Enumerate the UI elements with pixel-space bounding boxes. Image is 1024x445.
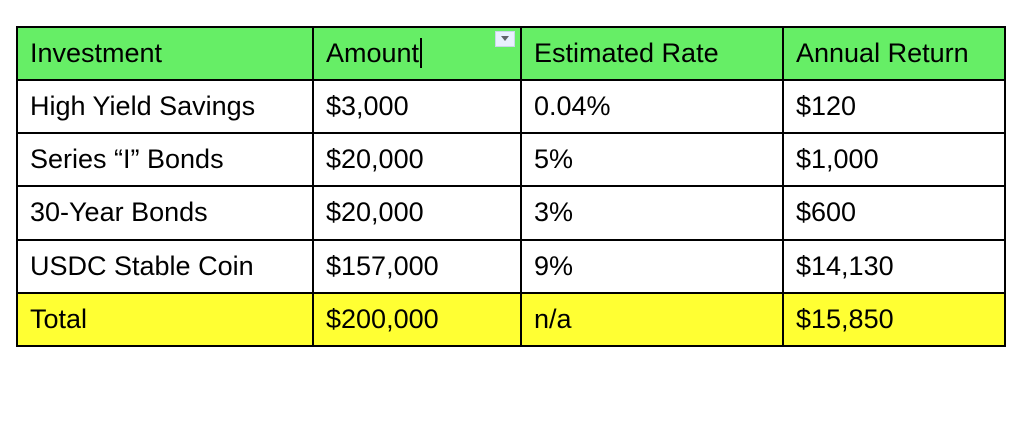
- cell-total-estimated-rate[interactable]: n/a: [521, 293, 783, 346]
- dropdown-caret-icon[interactable]: [495, 31, 515, 47]
- cell-investment[interactable]: 30-Year Bonds: [17, 186, 313, 239]
- cell-estimated-rate[interactable]: 5%: [521, 133, 783, 186]
- cell-estimated-rate[interactable]: 9%: [521, 240, 783, 293]
- column-header-annual-return[interactable]: Annual Return: [783, 27, 1005, 80]
- cell-investment[interactable]: High Yield Savings: [17, 80, 313, 133]
- table-row: [17, 240, 1005, 293]
- cell-amount[interactable]: $3,000: [313, 80, 521, 133]
- table-row: [17, 186, 1005, 239]
- cell-annual-return[interactable]: $1,000: [783, 133, 1005, 186]
- table-row: [17, 133, 1005, 186]
- cell-estimated-rate[interactable]: 3%: [521, 186, 783, 239]
- table-row: [17, 80, 1005, 133]
- cell-annual-return[interactable]: $600: [783, 186, 1005, 239]
- table-header-row: [17, 27, 1005, 80]
- cell-amount[interactable]: $20,000: [313, 133, 521, 186]
- cell-total-label[interactable]: Total: [17, 293, 313, 346]
- cell-total-amount[interactable]: $200,000: [313, 293, 521, 346]
- cell-investment[interactable]: Series “I” Bonds: [17, 133, 313, 186]
- cell-total-annual-return[interactable]: $15,850: [783, 293, 1005, 346]
- cell-amount[interactable]: $20,000: [313, 186, 521, 239]
- column-header-investment[interactable]: Investment: [17, 27, 313, 80]
- cell-amount[interactable]: $157,000: [313, 240, 521, 293]
- column-header-amount-label: Amount: [326, 38, 420, 68]
- table-total-row: [17, 293, 1005, 346]
- text-cursor: [420, 38, 422, 68]
- column-header-estimated-rate[interactable]: Estimated Rate: [521, 27, 783, 80]
- cell-annual-return[interactable]: $120: [783, 80, 1005, 133]
- column-header-amount[interactable]: [313, 27, 521, 80]
- investment-table: [16, 26, 1006, 347]
- cell-estimated-rate[interactable]: 0.04%: [521, 80, 783, 133]
- investment-table-container: [16, 26, 1004, 347]
- cell-investment[interactable]: USDC Stable Coin: [17, 240, 313, 293]
- cell-annual-return[interactable]: $14,130: [783, 240, 1005, 293]
